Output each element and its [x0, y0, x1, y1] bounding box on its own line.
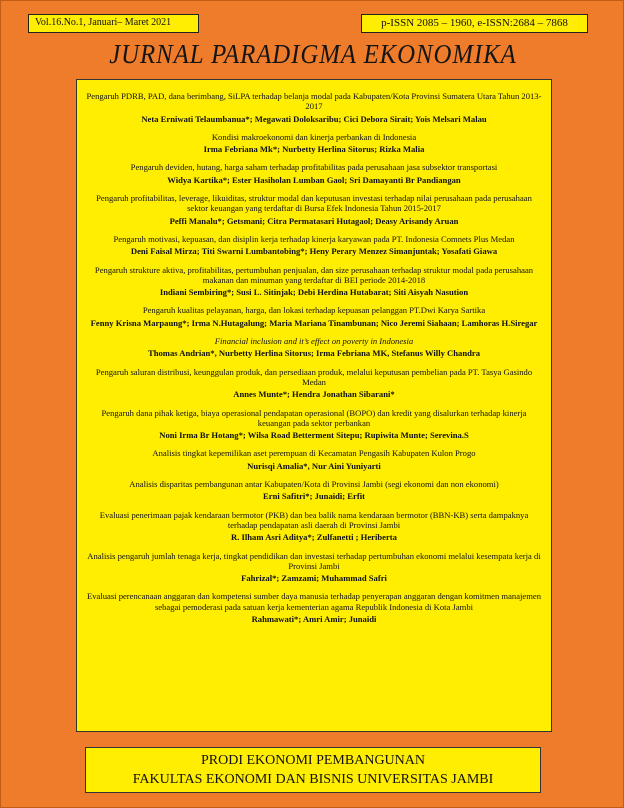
- article-entry[interactable]: [85, 448, 543, 471]
- article-title[interactable]: Evaluasi perencanaan anggaran dan kompetensi sumber daya manusia terhadap penyerapan anggaran dengan komitmen manajemen sebagai pemoderasi pada satuan kerja kementerian agama Republik Indonesia di Kota Jambi: [86, 591, 542, 612]
- article-title[interactable]: Analisis tingkat kepemilikan aset perempuan di Kecamatan Pengasih Kabupaten Kulon Progo: [152, 448, 476, 459]
- article-title[interactable]: Pengaruh kualitas pelayanan, harga, dan lokasi terhadap kepuasan pelanggan PT.Dwi Karya Sartika: [142, 305, 486, 316]
- article-title[interactable]: Pengaruh motivasi, kepuasan, dan disiplin kerja terhadap kinerja karyawan pada PT. Indonesia Comnets Plus Medan: [113, 233, 515, 244]
- article-title[interactable]: Pengaruh dana pihak ketiga, biaya operasional pendapatan operasional (BOPO) dan kredit yang disalurkan terhadap kinerja keuangan pada sektor perbankan: [101, 407, 527, 428]
- article-authors: Nurisqi Amalia*, Nur Aini Yuniyarti: [247, 460, 381, 471]
- article-authors: Indiani Sembiring*; Susi L. Sitinjak; Debi Herdina Hutabarat; Siti Aisyah Nasution: [159, 287, 469, 298]
- article-authors: Neta Erniwati Telaumbanua*; Megawati Doloksaribu; Cici Debora Sirait; Yois Melsari Malau: [141, 113, 487, 124]
- article-authors: Peffi Manalu*; Getsmani; Citra Permatasari Hutagaol; Deasy Arisandy Aruan: [169, 215, 459, 226]
- article-entry[interactable]: [85, 479, 543, 502]
- article-entry[interactable]: [85, 193, 543, 226]
- article-title[interactable]: Kondisi makroekonomi dan kinerja perbankan di Indonesia: [211, 131, 417, 142]
- article-title[interactable]: Pengaruh deviden, hutang, harga saham terhadap profitabilitas pada perusahaan jasa subsektor transportasi: [130, 162, 498, 173]
- article-authors: Thomas Andrian*, Nurbetty Herlina Sitorus; Irma Febriana MK, Stefanus Willy Chandra: [147, 348, 480, 359]
- article-entry[interactable]: [85, 234, 543, 257]
- article-entry[interactable]: [85, 265, 543, 298]
- article-entry[interactable]: [85, 336, 543, 359]
- article-title[interactable]: Pengaruh strukture aktiva, profitabilitas, pertumbuhan penjualan, dan size perusahaan terhadap struktur modal pada perusahaan makanan dan minuman yang terdaftar di BEI periode 2014-2018: [94, 264, 534, 285]
- article-entry[interactable]: [85, 591, 543, 624]
- article-entry[interactable]: [85, 367, 543, 400]
- volume-badge: Vol.16.No.1, Januari– Maret 2021: [28, 14, 199, 33]
- article-authors: Erni Safitri*; Junaidi; Erfit: [263, 491, 365, 502]
- article-authors: Noni Irma Br Hotang*; Wilsa Road Betterment Sitepu; Rupiwita Munte; Serevina.S: [159, 430, 469, 441]
- article-title[interactable]: Pengaruh PDRB, PAD, dana berimbang, SiLPA terhadap belanja modal pada Kabupaten/Kota Provinsi Sumatera Utara Tahun 2013-2017: [86, 91, 542, 112]
- article-authors: Fenny Krisna Marpaung*; Irma N.Hutagalung; Maria Mariana Tinambunan; Nico Jeremi Siahaan; Lamhoras H.Siregar: [90, 317, 538, 328]
- issn-badge: p-ISSN 2085 – 1960, e-ISSN:2684 – 7868: [361, 14, 588, 33]
- article-authors: R. Ilham Asri Aditya*; Zulfanetti ; Heriberta: [231, 532, 397, 543]
- article-entry[interactable]: [85, 408, 543, 441]
- article-title[interactable]: Analisis disparitas pembangunan antar Kabupaten/Kota di Provinsi Jambi (segi ekonomi dan non ekonomi): [129, 479, 499, 490]
- article-authors: Rahmawati*; Amri Amir; Junaidi: [251, 613, 377, 624]
- article-authors: Widya Kartika*; Ester Hasiholan Lumban Gaol; Sri Damayanti Br Pandiangan: [167, 174, 461, 185]
- article-authors: Fahrizal*; Zamzami; Muhammad Safri: [241, 573, 387, 584]
- article-entry[interactable]: [85, 162, 543, 185]
- article-authors: Irma Febriana Mk*; Nurbetty Herlina Sitorus; Rizka Malia: [203, 144, 425, 155]
- article-authors: Annes Munte*; Hendra Jonathan Sibarani*: [233, 389, 395, 400]
- article-entry[interactable]: [85, 551, 543, 584]
- article-entry[interactable]: [85, 305, 543, 328]
- article-title[interactable]: Pengaruh profitabilitas, leverage, likuiditas, struktur modal dan keputusan investasi terhadap nilai perusahaan pada perusahaan sektor keuangan yang terdaftar di Bursa Efek Indonesia Tahun 2015-2017: [96, 193, 532, 214]
- article-entry[interactable]: [85, 510, 543, 543]
- article-title[interactable]: Pengaruh saluran distribusi, keunggulan produk, dan persediaan produk, melalui keputusan pembelian pada PT. Tasya Gasindo Medan: [95, 366, 533, 387]
- footer-faculty: FAKULTAS EKONOMI DAN BISNIS UNIVERSITAS JAMBI: [132, 772, 494, 787]
- article-title[interactable]: Analisis pengaruh jumlah tenaga kerja, tingkat pendidikan dan investasi terhadap pertumbuhan ekonomi melalui kesempata kerja di Provinsi Jambi: [87, 550, 541, 571]
- journal-title: JURNAL PARADIGMA EKONOMIKA: [109, 39, 517, 69]
- footer-program: PRODI EKONOMI PEMBANGUNAN: [200, 753, 425, 768]
- publisher-footer: [85, 747, 541, 793]
- article-title[interactable]: Evaluasi penerimaan pajak kendaraan bermotor (PKB) dan bea balik nama kendaraan bermotor (BBN-KB) serta dampaknya terhadap pendapatan asli daerah di Provinsi Jambi: [99, 509, 529, 530]
- article-authors: Deni Faisal Mirza; Titi Swarni Lumbantobing*; Heny Perary Menzez Simanjuntak; Yosafati Giawa: [130, 246, 498, 257]
- article-entry[interactable]: [85, 91, 543, 124]
- article-title[interactable]: Financial inclusion and it’s effect on poverty in Indonesia: [214, 336, 414, 347]
- table-of-contents: [76, 79, 552, 732]
- article-entry[interactable]: [85, 132, 543, 155]
